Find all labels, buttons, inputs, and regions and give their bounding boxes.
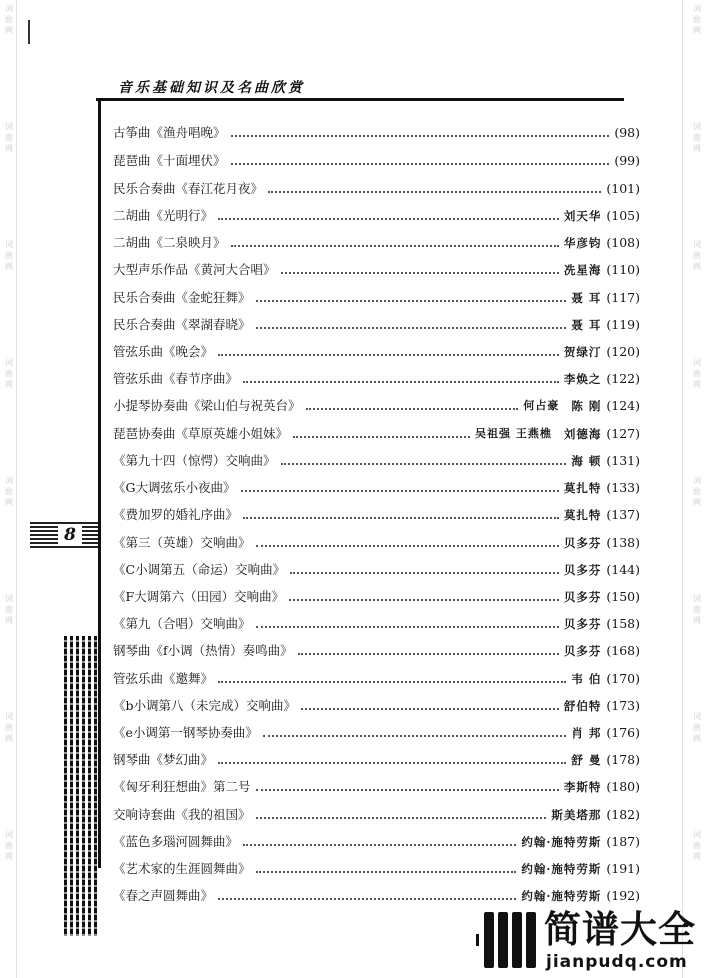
watermark-glyph: 词 xyxy=(5,122,13,131)
top-margin-mark xyxy=(28,20,30,44)
toc-entry-page: (99) xyxy=(614,153,640,168)
toc-entry-author: 肖 邦 xyxy=(571,726,602,740)
watermark-glyph: 词 xyxy=(5,4,13,13)
toc-entry-page: (192) xyxy=(606,888,640,903)
toc-leader-dots xyxy=(256,870,517,873)
toc-entry-page: (108) xyxy=(606,235,640,250)
toc-entry-title: 钢琴曲《f小调（热情）奏鸣曲》 xyxy=(113,643,293,658)
toc-leader-dots xyxy=(293,435,470,438)
toc-entry-author: 贝多芬 xyxy=(563,644,602,658)
toc-leader-dots xyxy=(218,897,516,900)
watermark-glyph: 词 xyxy=(693,240,701,249)
toc-entry-page: (182) xyxy=(606,807,640,822)
watermark-glyph: 曲 xyxy=(5,605,13,614)
toc-entry-author: 刘天华 xyxy=(563,209,602,223)
toc-entry xyxy=(113,120,640,146)
toc-entry xyxy=(113,638,640,664)
watermark-glyph: 词 xyxy=(5,830,13,839)
toc-entry-page: (191) xyxy=(606,861,640,876)
piano-keys-icon xyxy=(484,912,536,968)
watermark-glyph: 网 xyxy=(693,26,701,35)
toc-leader-dots xyxy=(256,625,559,628)
toc-entry-title: 民乐合奏曲《春江花月夜》 xyxy=(113,181,264,196)
toc-entry-title: 管弦乐曲《晚会》 xyxy=(113,344,214,359)
toc-entry xyxy=(113,421,640,447)
toc-entry-title: 民乐合奏曲《金蛇狂舞》 xyxy=(113,290,251,305)
toc-leader-dots xyxy=(281,271,559,274)
decorative-stripes-overlay xyxy=(64,636,98,936)
toc-entry xyxy=(113,312,640,338)
toc-entry-author: 莫扎特 xyxy=(563,508,602,522)
running-header-title: 音乐基础知识及名曲欣赏 xyxy=(118,80,305,96)
toc-entry-title: 《第三（英雄）交响曲》 xyxy=(113,535,251,550)
toc-entry xyxy=(113,883,640,909)
toc-entry-title: 管弦乐曲《邀舞》 xyxy=(113,671,214,686)
toc-entry xyxy=(113,774,640,800)
toc-entry-title: 《F大调第六（田园）交响曲》 xyxy=(113,589,285,604)
watermark-glyph: 词 xyxy=(693,476,701,485)
toc-entry-page: (178) xyxy=(606,752,640,767)
watermark-glyph: 词 xyxy=(5,476,13,485)
toc-entry-title: 《春之声圆舞曲》 xyxy=(113,888,214,903)
toc-entry-author: 聂 耳 xyxy=(571,318,602,332)
watermark-glyph: 曲 xyxy=(5,369,13,378)
toc-entry-title: 《e小调第一钢琴协奏曲》 xyxy=(113,725,258,740)
watermark-glyph: 网 xyxy=(693,852,701,861)
toc-entry xyxy=(113,502,640,528)
toc-entry-author: 刘德海 xyxy=(563,427,602,441)
toc-entry-page: (101) xyxy=(606,181,640,196)
toc-entry-page: (170) xyxy=(606,671,640,686)
toc-entry xyxy=(113,693,640,719)
watermark-glyph: 词 xyxy=(693,830,701,839)
watermark-glyph: 曲 xyxy=(5,841,13,850)
toc-entry-title: 《b小调第八（未完成）交响曲》 xyxy=(113,698,297,713)
watermark-column-left xyxy=(2,0,16,978)
toc-entry-title: 古筝曲《渔舟唱晚》 xyxy=(113,125,226,140)
toc-leader-dots xyxy=(218,217,559,220)
watermark-glyph: 曲 xyxy=(693,841,701,850)
toc-leader-dots xyxy=(256,299,567,302)
watermark-glyph: 网 xyxy=(693,144,701,153)
toc-entry-page: (122) xyxy=(606,371,640,386)
watermark-glyph: 词 xyxy=(5,594,13,603)
watermark-glyph: 网 xyxy=(5,380,13,389)
toc-entry-title: 钢琴曲《梦幻曲》 xyxy=(113,752,214,767)
toc-entry-author: 贝多芬 xyxy=(563,563,602,577)
toc-entry-title: 《匈牙利狂想曲》第二号 xyxy=(113,779,251,794)
watermark-glyph: 网 xyxy=(5,734,13,743)
toc-entry-author: 贝多芬 xyxy=(563,590,602,604)
toc-leader-dots xyxy=(243,380,559,383)
toc-entry-title: 《G大调弦乐小夜曲》 xyxy=(113,480,236,495)
toc-entry-title: 二胡曲《二泉映月》 xyxy=(113,235,226,250)
watermark-glyph: 词 xyxy=(693,4,701,13)
toc-entry-coauthor: 何占豪 xyxy=(523,399,560,412)
toc-entry-author: 聂 耳 xyxy=(571,291,602,305)
watermark-glyph: 词 xyxy=(693,358,701,367)
toc-entry xyxy=(113,339,640,365)
toc-entry-author: 莫扎特 xyxy=(563,481,602,495)
toc-entry xyxy=(113,176,640,202)
toc-entry-author: 李斯特 xyxy=(563,780,602,794)
watermark-glyph: 网 xyxy=(693,262,701,271)
toc-entry xyxy=(113,584,640,610)
toc-entry-page: (173) xyxy=(606,698,640,713)
toc-entry-author: 斯美塔那 xyxy=(551,808,602,822)
toc-entry-author: 冼星海 xyxy=(563,263,602,277)
watermark-glyph: 曲 xyxy=(5,487,13,496)
toc-entry-page: (150) xyxy=(606,589,640,604)
toc-entry-author: 华彦钧 xyxy=(563,236,602,250)
toc-leader-dots xyxy=(231,162,610,165)
watermark-column-right xyxy=(690,0,704,978)
toc-entry xyxy=(113,230,640,256)
toc-entry-author: 舒 曼 xyxy=(571,753,602,767)
toc-entry xyxy=(113,666,640,692)
toc-leader-dots xyxy=(281,462,567,465)
toc-leader-dots xyxy=(256,788,559,791)
toc-entry xyxy=(113,393,640,419)
watermark-glyph: 曲 xyxy=(693,369,701,378)
toc-leader-dots xyxy=(298,652,559,655)
toc-entry-page: (105) xyxy=(606,208,640,223)
toc-entry-title: 琵琶曲《十面埋伏》 xyxy=(113,153,226,168)
toc-leader-dots xyxy=(256,544,559,547)
toc-entry-title: 二胡曲《光明行》 xyxy=(113,208,214,223)
toc-leader-dots xyxy=(290,571,559,574)
toc-entry-author: 约翰·施特劳斯 xyxy=(521,835,602,849)
logo-name: 简谱大全 xyxy=(544,908,696,951)
toc-entry-author: 韦 伯 xyxy=(571,672,602,686)
watermark-glyph: 曲 xyxy=(693,723,701,732)
left-margin-rule xyxy=(98,98,101,868)
toc-entry xyxy=(113,203,640,229)
toc-entry xyxy=(113,856,640,882)
page-number: 8 xyxy=(58,524,82,546)
toc-entry-title: 《C小调第五（命运）交响曲》 xyxy=(113,562,286,577)
watermark-glyph: 曲 xyxy=(693,133,701,142)
toc-entry-title: 琵琶协奏曲《草原英雄小姐妹》 xyxy=(113,426,289,441)
toc-leader-dots xyxy=(306,407,519,410)
toc-entry-coauthor: 吴祖强 王燕樵 xyxy=(475,427,552,440)
toc-leader-dots xyxy=(218,353,559,356)
toc-entry-title: 管弦乐曲《春节序曲》 xyxy=(113,371,239,386)
watermark-glyph: 曲 xyxy=(5,15,13,24)
toc-leader-dots xyxy=(218,761,566,764)
watermark-glyph: 网 xyxy=(693,380,701,389)
toc-entry-title: 小提琴协奏曲《梁山伯与祝英台》 xyxy=(113,398,301,413)
toc-entry-title: 大型声乐作品《黄河大合唱》 xyxy=(113,262,276,277)
toc-entry-title: 《艺术家的生涯圆舞曲》 xyxy=(113,861,251,876)
toc-entry-author: 约翰·施特劳斯 xyxy=(521,862,602,876)
toc-entry xyxy=(113,285,640,311)
toc-entry-author: 贝多芬 xyxy=(563,617,602,631)
toc-entry xyxy=(113,366,640,392)
toc-entry xyxy=(113,747,640,773)
toc-entry-page: (120) xyxy=(606,344,640,359)
toc-entry-title: 民乐合奏曲《翠湖春晓》 xyxy=(113,317,251,332)
site-logo[interactable] xyxy=(478,908,700,974)
toc-entry xyxy=(113,257,640,283)
toc-entry-title: 《第九（合唱）交响曲》 xyxy=(113,616,251,631)
watermark-glyph: 词 xyxy=(693,712,701,721)
toc-entry-page: (158) xyxy=(606,616,640,631)
toc-entry-title: 《蓝色多瑙河圆舞曲》 xyxy=(113,834,239,849)
watermark-glyph: 曲 xyxy=(693,605,701,614)
logo-url: jianpudq.com xyxy=(546,952,688,972)
right-edge-line xyxy=(682,0,683,978)
toc-leader-dots xyxy=(256,816,547,819)
toc-entry-page: (124) xyxy=(606,398,640,413)
header-rule xyxy=(96,98,624,101)
left-edge-line xyxy=(16,0,17,978)
watermark-glyph: 网 xyxy=(5,144,13,153)
toc-entry-author: 贝多芬 xyxy=(563,536,602,550)
toc-entry-author: 陈 刚 xyxy=(571,399,602,413)
toc-entry-title: 《费加罗的婚礼序曲》 xyxy=(113,507,239,522)
toc-entry-page: (110) xyxy=(606,262,640,277)
toc-entry-page: (119) xyxy=(606,317,640,332)
toc-leader-dots xyxy=(243,843,516,846)
watermark-glyph: 网 xyxy=(5,26,13,35)
toc-entry xyxy=(113,611,640,637)
toc-entry xyxy=(113,802,640,828)
watermark-glyph: 曲 xyxy=(693,15,701,24)
toc-leader-dots xyxy=(301,707,559,710)
toc-entry-page: (117) xyxy=(606,290,640,305)
toc-entry xyxy=(113,148,640,174)
toc-entry-page: (138) xyxy=(606,535,640,550)
toc-entry xyxy=(113,448,640,474)
toc-entry-page: (176) xyxy=(606,725,640,740)
toc-entry-page: (187) xyxy=(606,834,640,849)
toc-entry xyxy=(113,475,640,501)
toc-entry-author: 贺绿汀 xyxy=(563,345,602,359)
watermark-glyph: 曲 xyxy=(5,251,13,260)
toc-entry-author: 约翰·施特劳斯 xyxy=(521,889,602,903)
watermark-glyph: 网 xyxy=(693,734,701,743)
toc-leader-dots xyxy=(231,244,559,247)
watermark-glyph: 曲 xyxy=(693,251,701,260)
toc-leader-dots xyxy=(218,680,566,683)
watermark-glyph: 网 xyxy=(5,616,13,625)
toc-leader-dots xyxy=(256,326,567,329)
toc-leader-dots xyxy=(243,516,559,519)
toc-entry xyxy=(113,720,640,746)
watermark-glyph: 网 xyxy=(5,498,13,507)
toc-entry xyxy=(113,829,640,855)
watermark-glyph: 词 xyxy=(693,594,701,603)
watermark-glyph: 词 xyxy=(5,358,13,367)
watermark-glyph: 网 xyxy=(693,498,701,507)
toc-entry-author: 海 顿 xyxy=(571,454,602,468)
toc-entry-page: (137) xyxy=(606,507,640,522)
toc-entry-page: (180) xyxy=(606,779,640,794)
toc-entry-title: 《第九十四（惊愕）交响曲》 xyxy=(113,453,276,468)
toc-leader-dots xyxy=(231,134,610,137)
toc-leader-dots xyxy=(289,598,559,601)
toc-entry-page: (168) xyxy=(606,643,640,658)
watermark-glyph: 网 xyxy=(693,616,701,625)
toc-entry-page: (131) xyxy=(606,453,640,468)
watermark-glyph: 网 xyxy=(5,852,13,861)
toc-leader-dots xyxy=(241,489,559,492)
watermark-glyph: 词 xyxy=(5,240,13,249)
toc-leader-dots xyxy=(263,734,566,737)
toc-entry xyxy=(113,530,640,556)
watermark-glyph: 网 xyxy=(5,262,13,271)
toc-entry xyxy=(113,557,640,583)
toc-entry-page: (144) xyxy=(606,562,640,577)
watermark-glyph: 曲 xyxy=(5,133,13,142)
toc-leader-dots xyxy=(268,190,601,193)
toc-entry-title: 交响诗套曲《我的祖国》 xyxy=(113,807,251,822)
watermark-glyph: 词 xyxy=(693,122,701,131)
watermark-glyph: 曲 xyxy=(5,723,13,732)
toc-entry-page: (127) xyxy=(606,426,640,441)
toc-entry-author: 李焕之 xyxy=(563,372,602,386)
watermark-glyph: 曲 xyxy=(693,487,701,496)
toc-entry-page: (133) xyxy=(606,480,640,495)
toc-entry-author: 舒伯特 xyxy=(563,699,602,713)
toc-entry-page: (98) xyxy=(614,125,640,140)
watermark-glyph: 词 xyxy=(5,712,13,721)
